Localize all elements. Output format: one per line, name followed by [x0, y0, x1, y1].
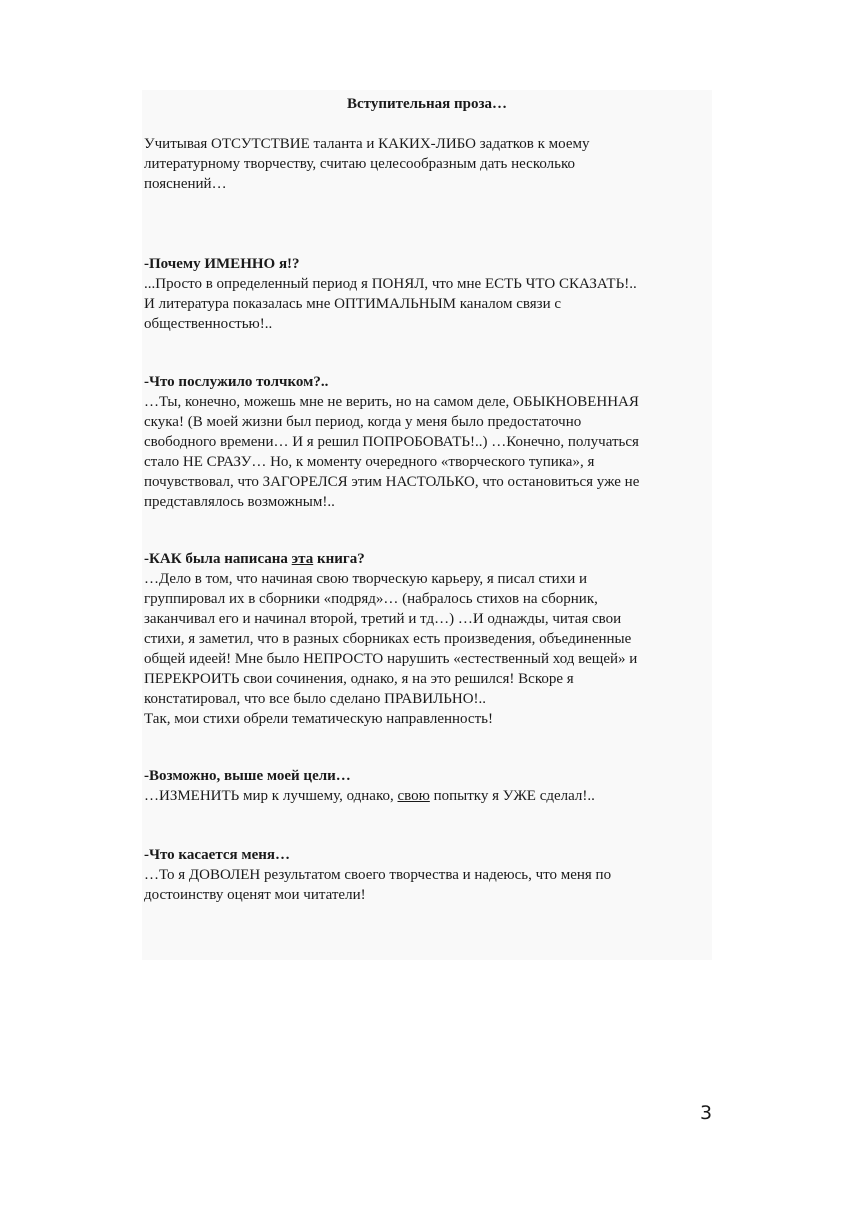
section-question: -Почему ИМЕННО я!? — [144, 256, 300, 272]
section-impulse — [144, 372, 714, 512]
line-part: попытку я УЖЕ сделал!.. — [429, 788, 595, 804]
text-line — [144, 786, 714, 806]
section-question — [144, 549, 714, 569]
text-line: Так, мои стихи обрели тематическую направленность! — [144, 711, 493, 727]
text-line: литературному творчеству, считаю целесообразным дать несколько — [144, 156, 576, 172]
text-line: …Ты, конечно, можешь мне не верить, но на самом деле, ОБЫКНОВЕННАЯ — [144, 394, 639, 410]
text-line: общественностью!.. — [144, 316, 273, 332]
section-about-me — [144, 845, 714, 905]
text-line: представлялось возможным!.. — [144, 494, 335, 510]
text-background — [142, 90, 712, 960]
section-why-me — [144, 254, 714, 334]
text-line: …То я ДОВОЛЕН результатом своего творчества и надеюсь, что меня по — [144, 867, 612, 883]
question-part: книга? — [313, 551, 365, 567]
text-line: заканчивал его и начинал второй, третий и тд…) …И однажды, читая свои — [144, 611, 622, 627]
question-part: -КАК была написана — [144, 551, 292, 567]
text-line: достоинству оценят мои читатели! — [144, 887, 366, 903]
text-line: И литература показалась мне ОПТИМАЛЬНЫМ каналом связи с — [144, 296, 562, 312]
text-line: общей идеей! Мне было НЕПРОСТО нарушить «естественный ход вещей» и — [144, 651, 638, 667]
intro-paragraph — [144, 134, 714, 194]
text-line: ПЕРЕКРОИТЬ свои сочинения, однако, я на это решился! Вскоре я — [144, 671, 574, 687]
section-question: -Что касается меня… — [144, 847, 291, 863]
underlined-word: свою — [397, 788, 430, 804]
page-number: 3 — [700, 1102, 713, 1124]
text-line: ...Просто в определенный период я ПОНЯЛ, что мне ЕСТЬ ЧТО СКАЗАТЬ!.. — [144, 276, 637, 292]
text-line: скука! (В моей жизни был период, когда у меня было предостаточно — [144, 414, 582, 430]
text-line: стихи, я заметил, что в разных сборниках есть произведения, объединенные — [144, 631, 632, 647]
section-question: -Что послужило толчком?.. — [144, 374, 329, 390]
text-line: почувствовал, что ЗАГОРЕЛСЯ этим НАСТОЛЬКО, что остановиться уже не — [144, 474, 640, 490]
section-question: -Возможно, выше моей цели… — [144, 768, 351, 784]
section-how-written — [144, 549, 714, 729]
text-line: констатировал, что все было сделано ПРАВИЛЬНО!.. — [144, 691, 487, 707]
text-line: группировал их в сборники «подряд»… (набралось стихов на сборник, — [144, 591, 598, 607]
text-line: свободного времени… И я решил ПОПРОБОВАТЬ!..) …Конечно, получаться — [144, 434, 639, 450]
line-part: …ИЗМЕНИТЬ мир к лучшему, однако, — [144, 788, 398, 804]
text-line: стало НЕ СРАЗУ… Но, к моменту очередного «творческого тупика», я — [144, 454, 595, 470]
section-goal — [144, 766, 714, 806]
text-line: пояснений… — [144, 176, 227, 192]
text-line: …Дело в том, что начиная свою творческую карьеру, я писал стихи и — [144, 571, 587, 587]
underlined-word: эта — [291, 551, 314, 567]
text-line: Учитывая ОТСУТСТВИЕ таланта и КАКИХ-ЛИБО задатков к моему — [144, 136, 590, 152]
page-title: Вступительная проза… — [346, 96, 507, 112]
